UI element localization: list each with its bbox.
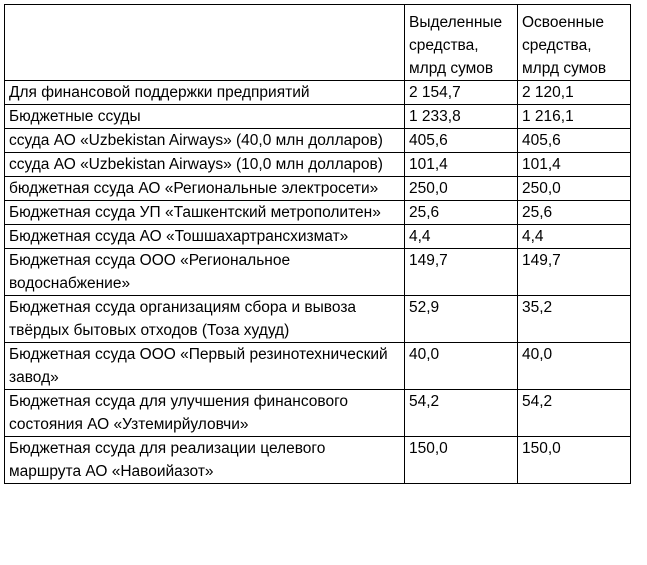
utilized-value: 405,6 — [518, 129, 631, 153]
allocated-value: 250,0 — [405, 177, 518, 201]
utilized-value: 35,2 — [518, 296, 631, 343]
row-label: ссуда АО «Uzbekistan Airways» (40,0 млн долларов) — [5, 129, 405, 153]
table-row — [5, 296, 631, 343]
header-utilized: Освоенные средства, млрд сумов — [518, 5, 631, 81]
table-row — [5, 177, 631, 201]
utilized-value: 40,0 — [518, 343, 631, 390]
allocated-value: 149,7 — [405, 249, 518, 296]
table-row — [5, 225, 631, 249]
table-row — [5, 201, 631, 225]
table-row — [5, 129, 631, 153]
table-row — [5, 153, 631, 177]
row-label: Бюджетные ссуды — [5, 105, 405, 129]
table-row — [5, 81, 631, 105]
table-row — [5, 343, 631, 390]
allocated-value: 150,0 — [405, 437, 518, 484]
utilized-value: 1 216,1 — [518, 105, 631, 129]
utilized-value: 250,0 — [518, 177, 631, 201]
header-blank — [5, 5, 405, 81]
utilized-value: 150,0 — [518, 437, 631, 484]
row-label: Бюджетная ссуда ООО «Региональное водоснабжение» — [5, 249, 405, 296]
utilized-value: 101,4 — [518, 153, 631, 177]
table-row — [5, 105, 631, 129]
row-label: Бюджетная ссуда АО «Тошшахартрансхизмат» — [5, 225, 405, 249]
allocated-value: 101,4 — [405, 153, 518, 177]
allocated-value: 54,2 — [405, 390, 518, 437]
row-label: Бюджетная ссуда УП «Ташкентский метрополитен» — [5, 201, 405, 225]
row-label: бюджетная ссуда АО «Региональные электросети» — [5, 177, 405, 201]
header-row — [5, 5, 631, 81]
row-label: Бюджетная ссуда ООО «Первый резинотехнический завод» — [5, 343, 405, 390]
utilized-value: 54,2 — [518, 390, 631, 437]
row-label: Бюджетная ссуда для улучшения финансового состояния АО «Узтемирйуловчи» — [5, 390, 405, 437]
row-label: ссуда АО «Uzbekistan Airways» (10,0 млн долларов) — [5, 153, 405, 177]
utilized-value: 149,7 — [518, 249, 631, 296]
utilized-value: 2 120,1 — [518, 81, 631, 105]
header-allocated: Выделенные средства, млрд сумов — [405, 5, 518, 81]
allocated-value: 52,9 — [405, 296, 518, 343]
row-label: Для финансовой поддержки предприятий — [5, 81, 405, 105]
allocated-value: 25,6 — [405, 201, 518, 225]
allocated-value: 4,4 — [405, 225, 518, 249]
funds-table — [4, 4, 631, 484]
row-label: Бюджетная ссуда организациям сбора и вывоза твёрдых бытовых отходов (Тоза худуд) — [5, 296, 405, 343]
allocated-value: 1 233,8 — [405, 105, 518, 129]
table-row — [5, 390, 631, 437]
allocated-value: 405,6 — [405, 129, 518, 153]
utilized-value: 4,4 — [518, 225, 631, 249]
row-label: Бюджетная ссуда для реализации целевого маршрута АО «Навоийазот» — [5, 437, 405, 484]
table-row — [5, 437, 631, 484]
utilized-value: 25,6 — [518, 201, 631, 225]
allocated-value: 2 154,7 — [405, 81, 518, 105]
allocated-value: 40,0 — [405, 343, 518, 390]
table-row — [5, 249, 631, 296]
